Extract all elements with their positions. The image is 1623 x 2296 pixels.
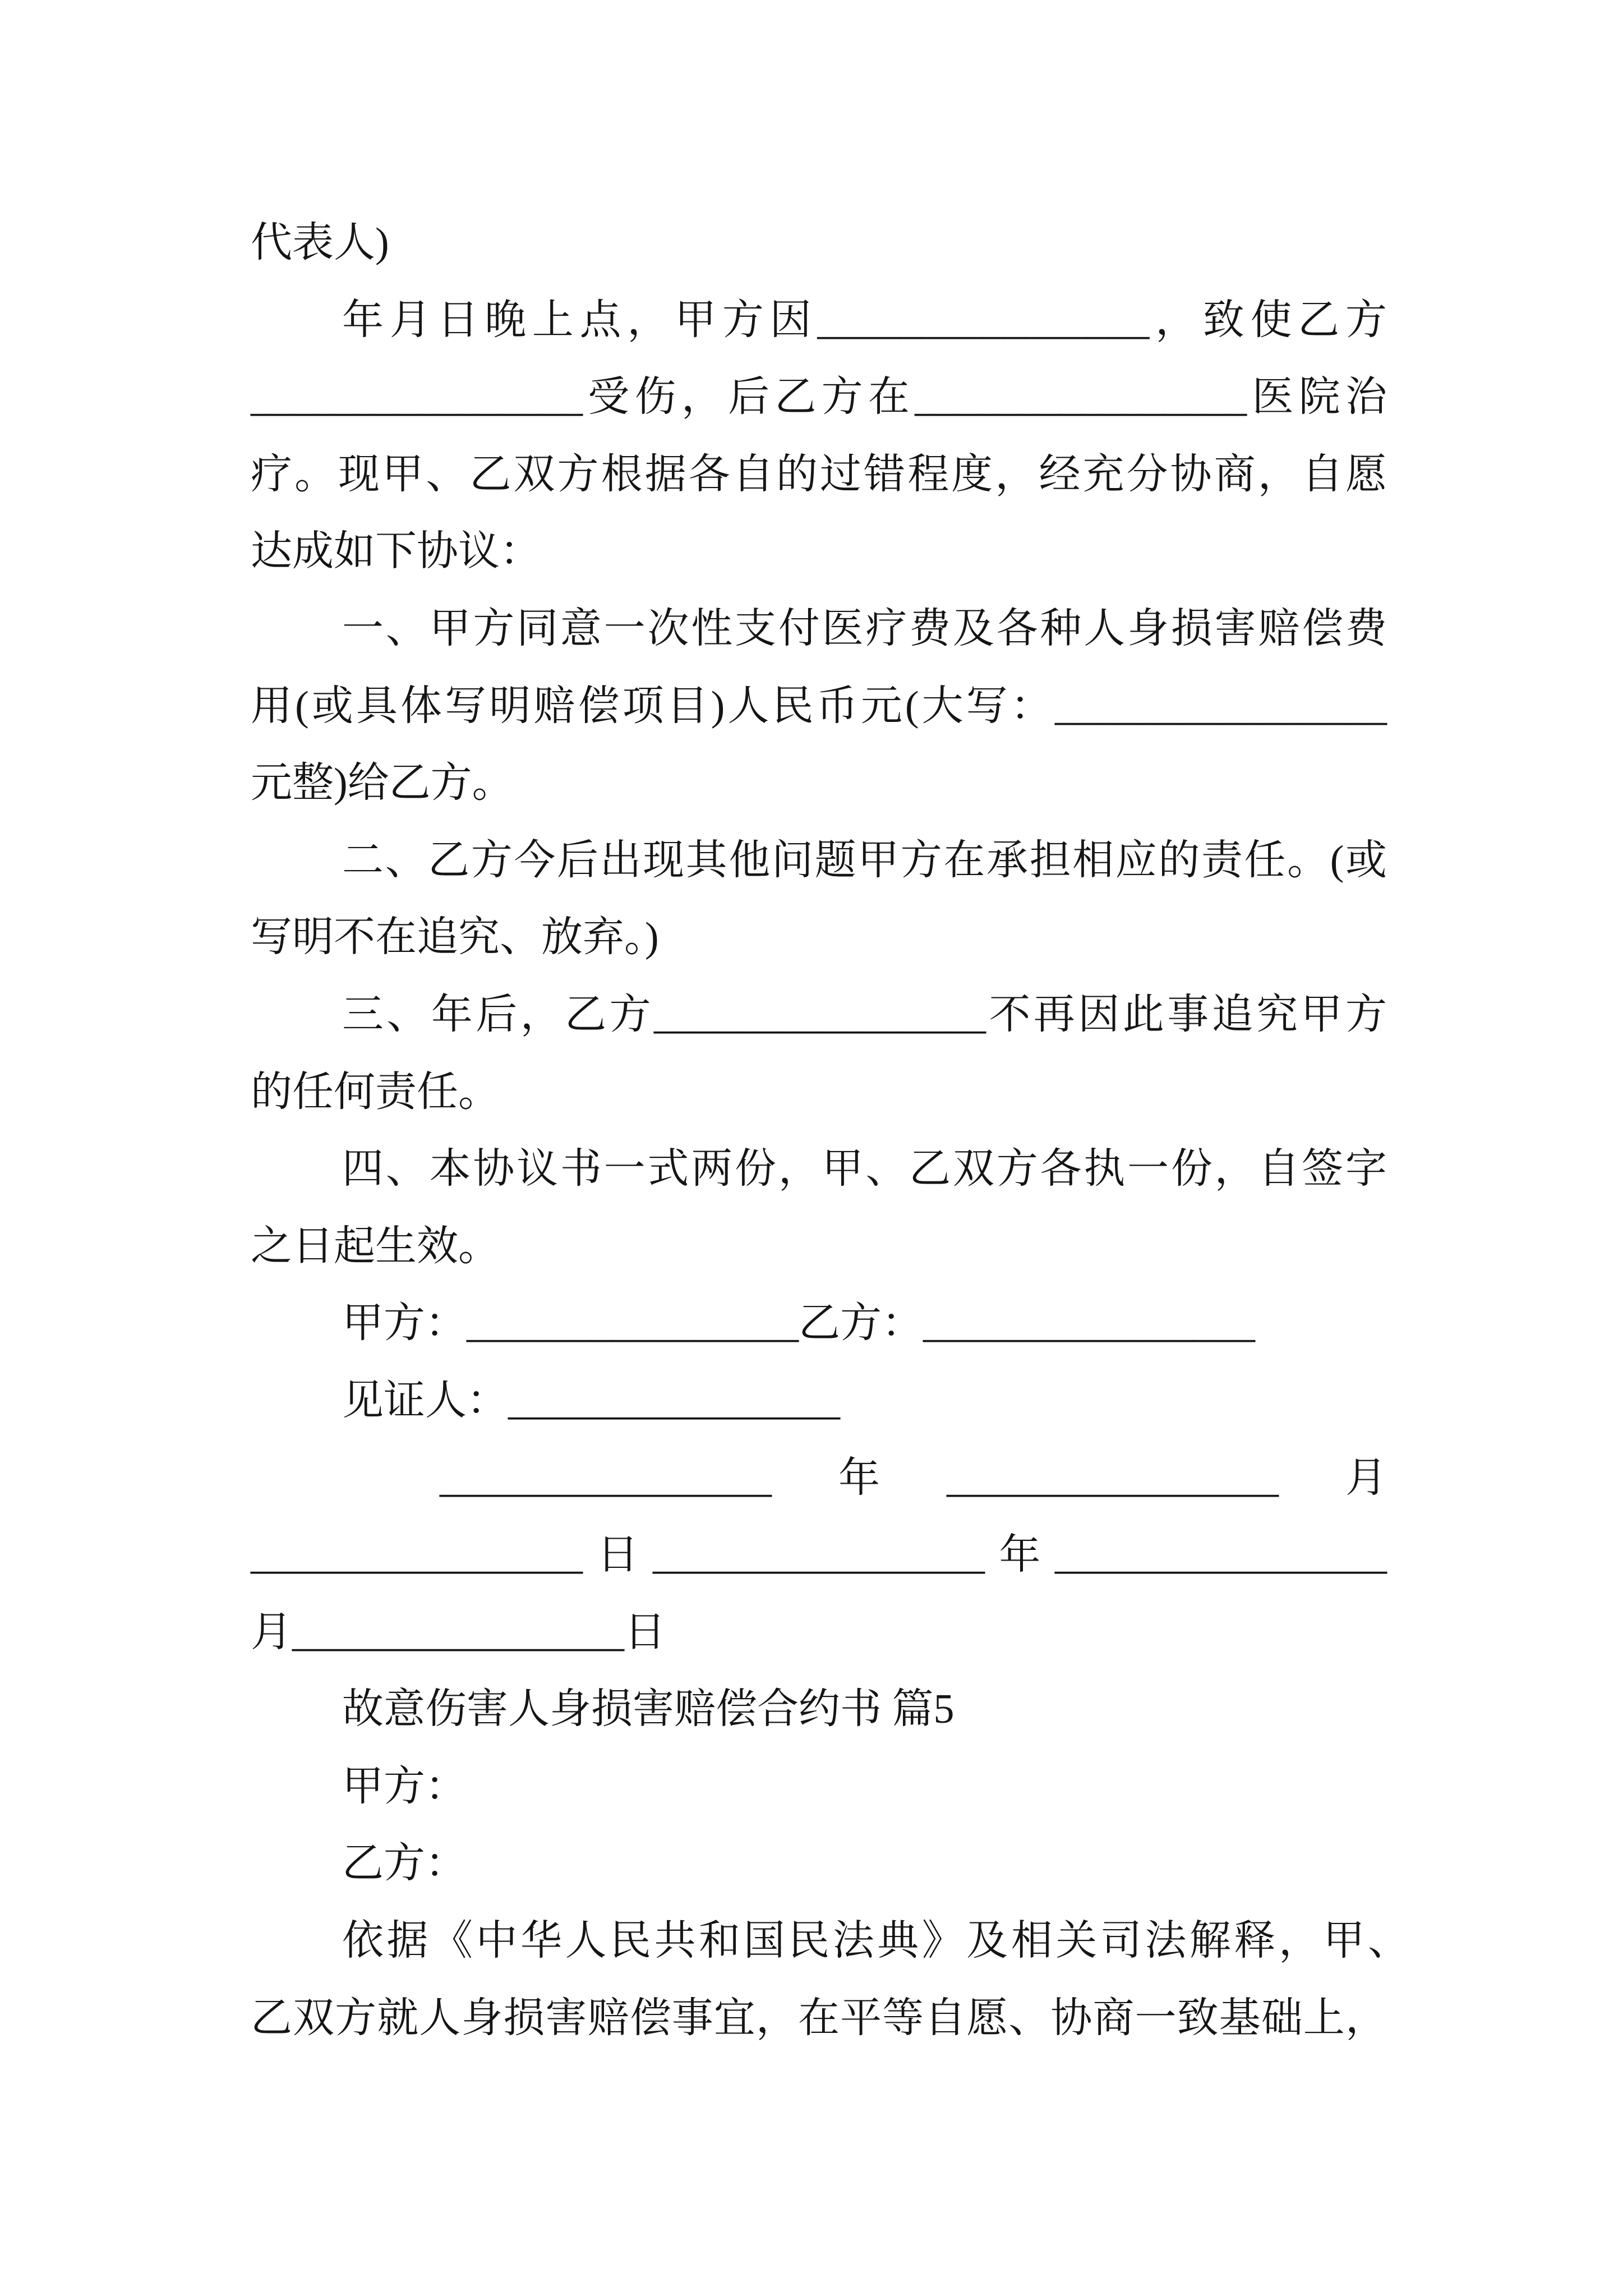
clause-1-line: 用(或具体写明赔偿项目)人民币元(大写：________________ xyxy=(251,683,1387,729)
representative-fragment-line: 代表人) xyxy=(251,220,389,266)
representative-fragment xyxy=(251,205,1387,282)
incident-paragraph-line: 年月日晚上点，甲方因________________，致使乙方 xyxy=(342,297,1387,343)
date-line xyxy=(251,1440,1387,1517)
clause-4-line: 四、本协议书一式两份，甲、乙双方各执一份，自签字 xyxy=(342,1146,1387,1193)
clause-1-line: 元整)给乙方。 xyxy=(251,760,514,807)
clause-2-line: 写明不在追究、放弃。) xyxy=(251,914,659,961)
document-page xyxy=(251,205,1409,2057)
clause-2-line: 二、乙方今后出现其他问题甲方在承担相应的责任。(或 xyxy=(342,837,1387,884)
date-month-label: 月 xyxy=(1345,1455,1387,1501)
witness-signature xyxy=(251,1363,1387,1440)
intro-paragraph-line: 乙双方就人身损害赔偿事宜，在平等自愿、协商一致基础上， xyxy=(251,1995,1387,2041)
intro-paragraph xyxy=(251,1903,1409,2057)
clause-3 xyxy=(251,977,1387,1131)
incident-paragraph-line: 达成如下协议： xyxy=(251,528,541,575)
signature-parties xyxy=(251,1285,1387,1363)
incident-paragraph xyxy=(251,282,1387,591)
clause-1 xyxy=(251,591,1387,822)
date-blank: ________________ xyxy=(440,1455,772,1501)
clause-3-line: 的任何责任。 xyxy=(251,1069,500,1115)
incident-paragraph-line: ________________受伤，后乙方在________________医院治 xyxy=(251,374,1387,421)
intro-paragraph-line: 依据《中华人民共和国民法典》及相关司法解释，甲、 xyxy=(342,1918,1409,1964)
incident-paragraph-line: 疗。现甲、乙双方根据各自的过错程度，经充分协商，自愿 xyxy=(251,451,1387,498)
section-title: 故意伤害人身损害赔偿合约书 篇5 xyxy=(342,1686,955,1733)
clause-1-line: 一、甲方同意一次性支付医疗费及各种人身损害赔偿费 xyxy=(342,605,1387,652)
date-line: 月________________日 xyxy=(251,1609,666,1655)
date-blank: ________________ xyxy=(947,1455,1279,1501)
clause-4-line: 之日起生效。 xyxy=(251,1223,500,1269)
party-b-label: 乙方： xyxy=(342,1841,467,1887)
clause-3-line: 三、年后，乙方________________不再因此事追究甲方 xyxy=(342,991,1387,1038)
witness-signature-line: 见证人：________________ xyxy=(342,1377,840,1424)
party-a-label: 甲方： xyxy=(342,1763,467,1810)
date-year-label: 年 xyxy=(838,1455,880,1501)
date-line: ________________日________________年________________ xyxy=(251,1532,1387,1579)
clause-4 xyxy=(251,1131,1387,1285)
date-block xyxy=(251,1440,1387,1672)
clause-2 xyxy=(251,822,1387,977)
signature-parties-line: 甲方：________________乙方：________________ xyxy=(342,1300,1255,1347)
